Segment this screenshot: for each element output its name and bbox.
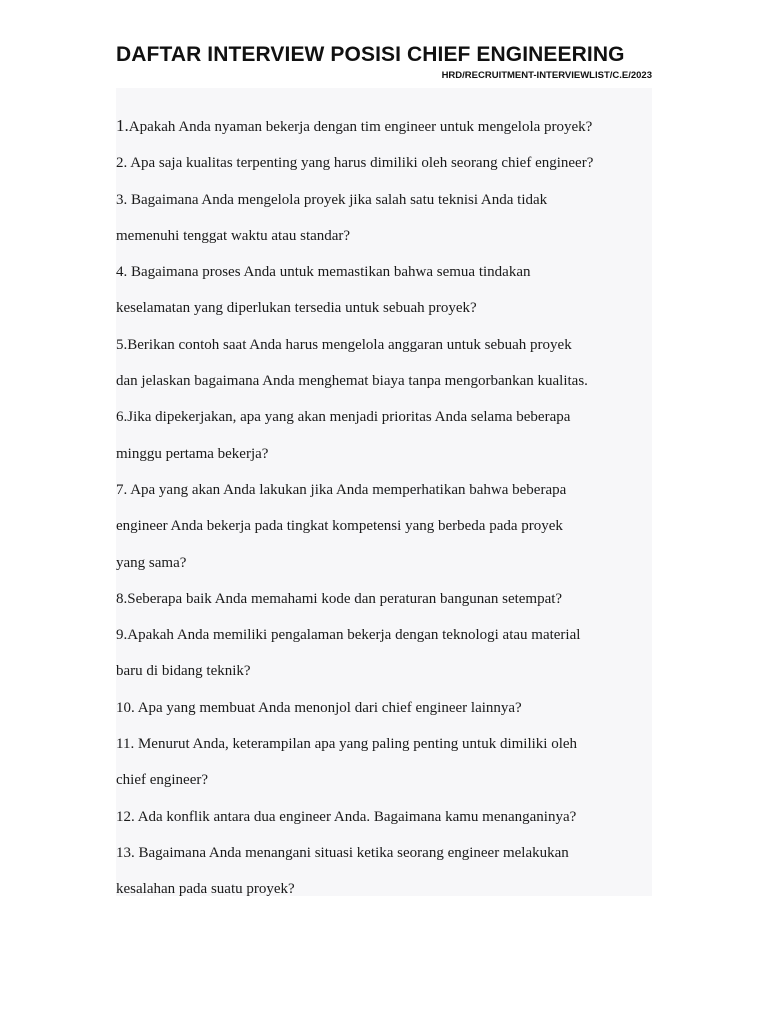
question-item: [116, 617, 661, 690]
question-text: Apakah Anda memiliki pengalaman bekerja dengan teknologi atau material: [127, 627, 581, 644]
question-line: [116, 327, 661, 363]
question-text-continued: baru di bidang teknik?: [116, 663, 251, 680]
question-text: Apa yang akan Anda lakukan jika Anda memperhatikan bahwa beberapa: [130, 481, 567, 498]
question-text: Apakah Anda nyaman bekerja dengan tim engineer untuk mengelola proyek?: [128, 119, 593, 135]
question-item: [116, 399, 661, 472]
question-item: [116, 327, 661, 400]
question-line: [116, 617, 661, 653]
question-text: Jika dipekerjakan, apa yang akan menjadi prioritas Anda selama beberapa: [127, 409, 571, 426]
question-line: [116, 799, 661, 835]
question-text-continued: keselamatan yang diperlukan tersedia untuk sebuah proyek?: [116, 300, 477, 317]
question-text: Seberapa baik Anda memahami kode dan peraturan bangunan setempat?: [127, 590, 563, 607]
question-number: 7.: [116, 481, 131, 498]
question-number: 4.: [116, 264, 131, 281]
question-list: [116, 108, 661, 908]
question-number: 2.: [116, 155, 131, 172]
question-text: Ada konflik antara dua engineer Anda. Bagaimana kamu menanganinya?: [137, 808, 577, 825]
question-item: [116, 472, 661, 581]
question-line: [116, 835, 661, 871]
document-title: DAFTAR INTERVIEW POSISI CHIEF ENGINEERING: [116, 43, 625, 66]
question-panel: [116, 88, 652, 896]
question-line: [116, 108, 661, 145]
question-item: [116, 690, 661, 726]
question-text-continued: dan jelaskan bagaimana Anda menghemat biaya tanpa mengorbankan kualitas.: [116, 373, 588, 390]
question-item: [116, 726, 661, 799]
question-item: [116, 254, 661, 327]
question-line: [116, 472, 661, 508]
question-line: [116, 254, 661, 290]
question-number: 11.: [116, 736, 138, 753]
question-item: [116, 145, 661, 181]
question-line: [116, 581, 661, 617]
document-code: HRD/RECRUITMENT-INTERVIEWLIST/C.E/2023: [441, 70, 652, 81]
question-line: [116, 145, 661, 181]
question-text: Bagaimana proses Anda untuk memastikan bahwa semua tindakan: [131, 264, 531, 281]
question-text: Apa yang membuat Anda menonjol dari chief engineer lainnya?: [137, 699, 522, 716]
question-number: 5.: [116, 336, 128, 353]
question-number: 6.: [116, 409, 128, 426]
question-line: [116, 726, 661, 762]
question-item: [116, 799, 661, 835]
question-item: [116, 182, 661, 255]
question-number: 12.: [116, 808, 138, 825]
question-text-continued: memenuhi tenggat waktu atau standar?: [116, 227, 351, 244]
question-text: Menurut Anda, keterampilan apa yang paling penting untuk dimiliki oleh: [137, 736, 578, 753]
question-number: 3.: [116, 191, 131, 208]
question-item: [116, 581, 661, 617]
question-number: 10.: [116, 699, 138, 716]
question-line: [116, 182, 661, 218]
question-text: Apa saja kualitas terpenting yang harus dimiliki oleh seorang chief engineer?: [130, 155, 594, 172]
question-text-continued: minggu pertama bekerja?: [116, 445, 269, 462]
question-item: [116, 108, 661, 145]
question-text-continued: yang sama?: [116, 554, 187, 571]
question-line: [116, 690, 661, 726]
question-text: Berikan contoh saat Anda harus mengelola anggaran untuk sebuah proyek: [127, 336, 572, 353]
question-number: 13.: [116, 844, 139, 861]
question-number: 9.: [116, 627, 128, 644]
question-number: 1.: [116, 116, 129, 135]
question-text-continued: engineer Anda bekerja pada tingkat kompetensi yang berbeda pada proyek: [116, 518, 563, 535]
question-line: [116, 399, 661, 435]
question-text-continued: kesalahan pada suatu proyek?: [116, 881, 295, 898]
question-text-continued: chief engineer?: [116, 772, 209, 789]
question-text: Bagaimana Anda menangani situasi ketika seorang engineer melakukan: [138, 844, 569, 861]
question-number: 8.: [116, 590, 128, 607]
question-item: [116, 835, 661, 908]
question-text: Bagaimana Anda mengelola proyek jika salah satu teknisi Anda tidak: [131, 191, 548, 208]
